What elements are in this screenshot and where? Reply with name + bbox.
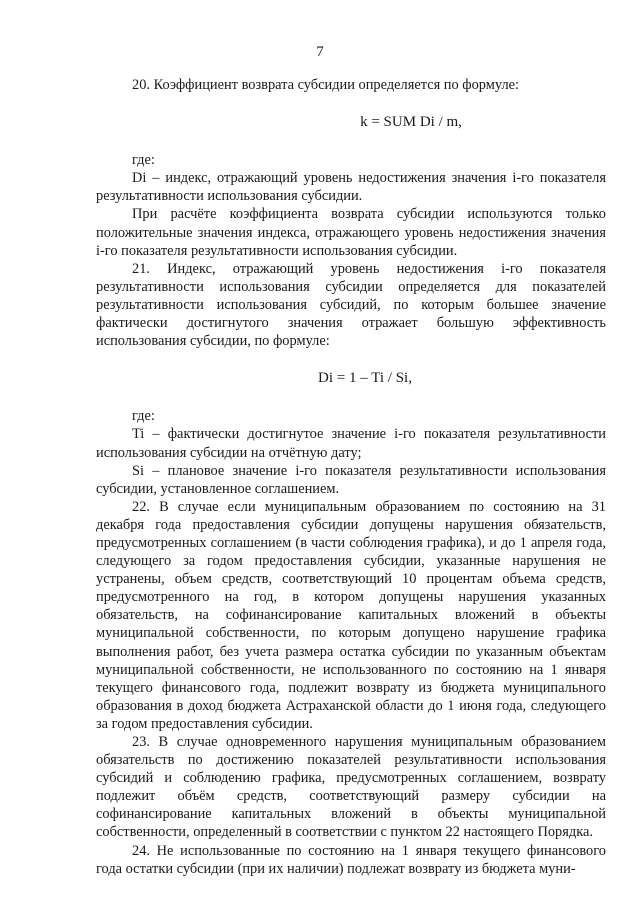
paragraph-22: 22. В случае если муниципальным образованием по состоянию на 31 декабря года предоставления субсидии допущены нарушения обязательств, предусмотренных соглашением (в части соблюдения графика), и до 1 апреля года, следующего за годом предоставления субсидии, указанные нарушения не устранены, объем средств, соответствующий 10 процентам объема средств, предусмотренного на год, в котором допущены нарушения указанных обязательств, на софинансирование капитальных вложений в объекты муниципальной собственности, по которым допущено нарушение графика выполнения работ, без учета размера остатка субсидии по указанным объектам муниципальной собственности, не использованного по состоянию на 1 января текущего финансового года, подлежит возврату из бюджета муниципального образования в доход бюджета Астраханской области до 1 июня года, следующего за годом предоставления субсидии. bbox=[96, 498, 606, 732]
formula-k: k = SUM Di / m, bbox=[360, 114, 462, 131]
definition-ti: Ti – фактически достигнутое значение i-го показателя результативности использования субсидии на отчётную дату; bbox=[96, 426, 606, 461]
document-body bbox=[96, 76, 606, 878]
paragraph-20: 20. Коэффициент возврата субсидии определяется по формуле: bbox=[132, 77, 520, 93]
definition-di: Di – индекс, отражающий уровень недостижения значения i-го показателя результативности использования субсидии. bbox=[96, 170, 606, 205]
paragraph-21: 21. Индекс, отражающий уровень недостижения i-го показателя результативности использования субсидии определяется для показателей результативности использования субсидий, по которым большее значение фактически достигнутого значения отражает большую эффективность использования субсидии, по формуле: bbox=[96, 260, 606, 350]
paragraph-positive-values: При расчёте коэффициента возврата субсидии используются только положительные значения индекса, отражающего уровень недостижения значения i-го показателя результативности использования субсидии. bbox=[96, 206, 606, 259]
page-number: 7 bbox=[316, 44, 324, 60]
where-label-2: где: bbox=[132, 408, 155, 425]
paragraph-23: 23. В случае одновременного нарушения муниципальным образованием обязательств по достижению показателей результативности использования субсидий и соблюдению графика, предусмотренных соглашением, возврату подлежит объём средств, соответствующий размеру субсидии на софинансирование капитальных вложений в объекты муниципальной собственности, определенный в соответствии с пунктом 22 настоящего Порядка. bbox=[96, 734, 606, 841]
paragraph-24: 24. Не использованные по состоянию на 1 января текущего финансового года остатки субсидии (при их наличии) подлежат возврату из бюджета муни- bbox=[96, 842, 606, 877]
definition-si: Si – плановое значение i-го показателя результативности использования субсидии, установленное соглашением. bbox=[96, 462, 606, 497]
where-label-1: где: bbox=[132, 152, 155, 169]
formula-di: Di = 1 – Ti / Si, bbox=[318, 370, 412, 387]
